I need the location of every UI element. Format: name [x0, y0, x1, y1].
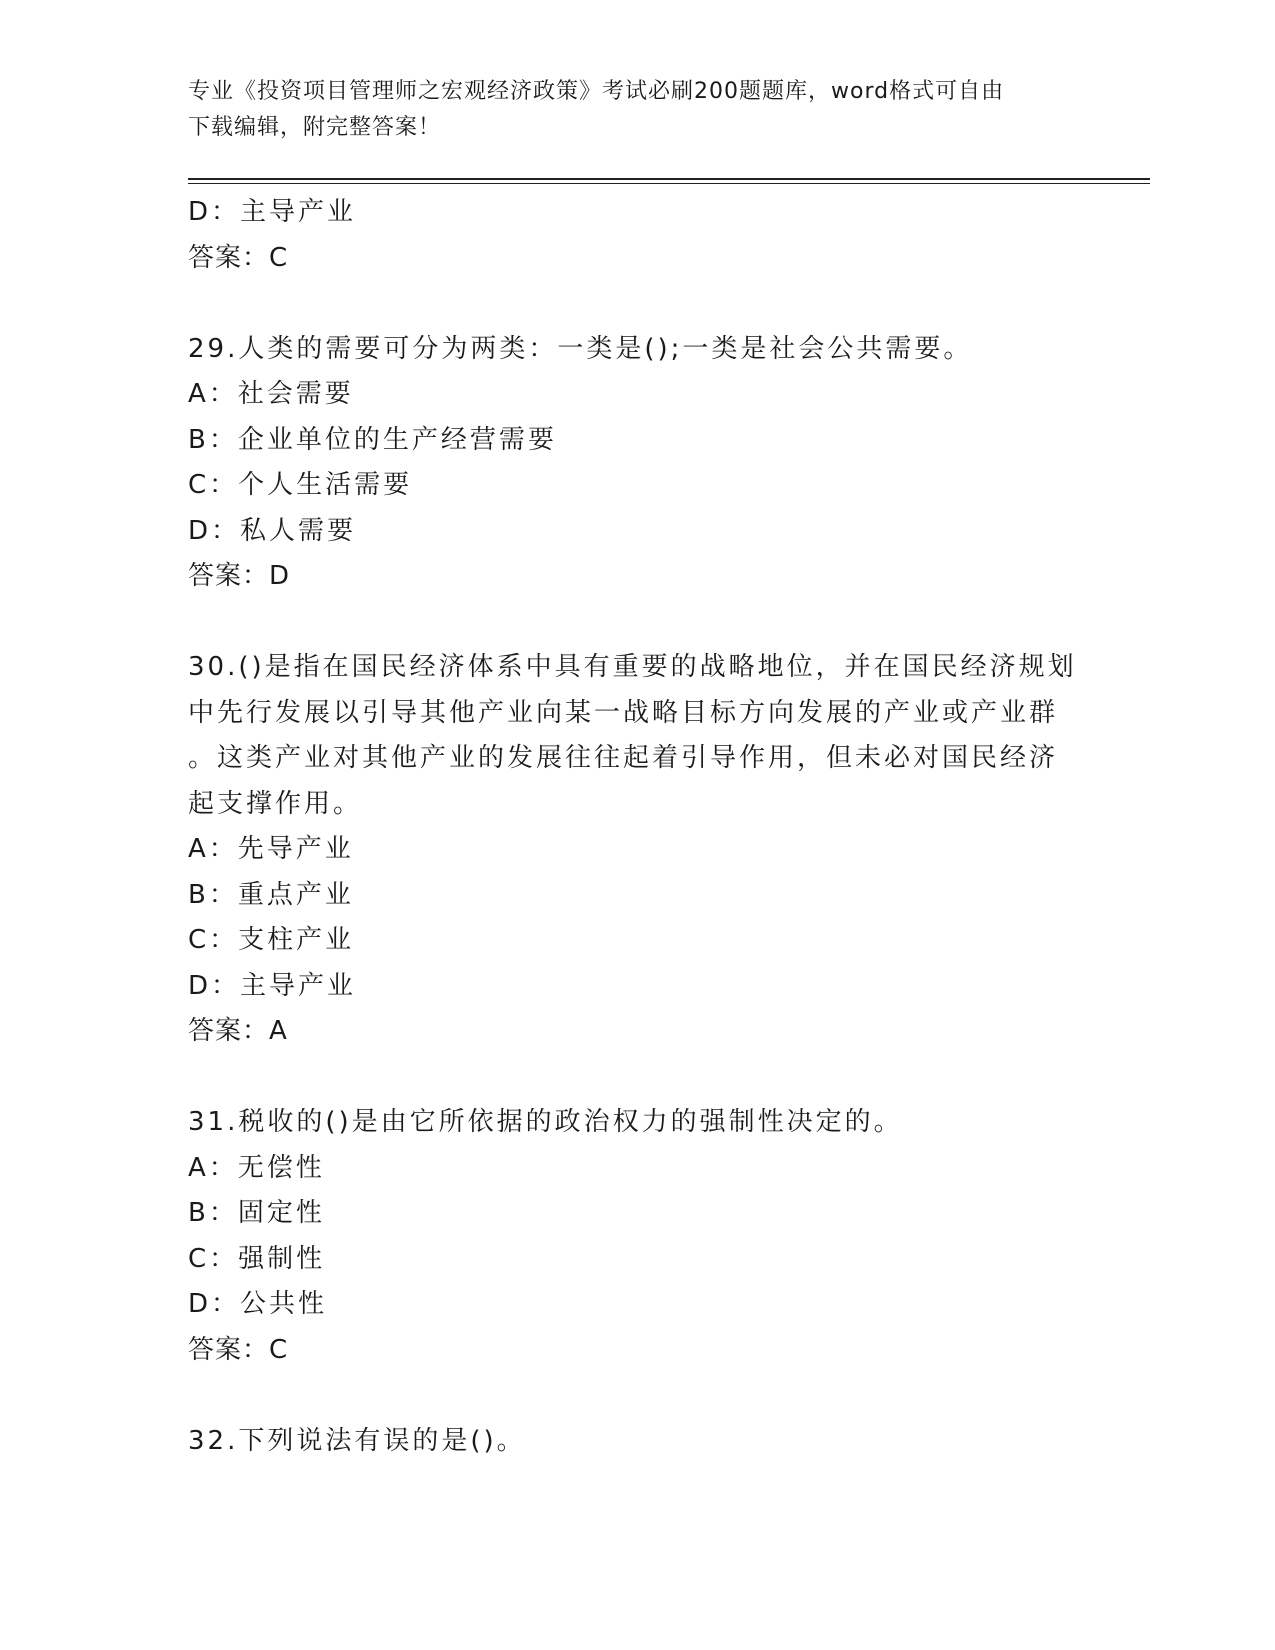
header-divider-thin	[188, 183, 1150, 184]
question-stem-line-2: 中先行发展以引导其他产业向某一战略目标方向发展的产业或产业群	[188, 697, 1059, 728]
option-b: B：固定性	[188, 1198, 325, 1228]
question-content	[188, 190, 1088, 1464]
document-header	[188, 74, 1088, 146]
answer-text: 答案：C	[188, 242, 289, 273]
answer-text: 答案：A	[188, 1016, 288, 1046]
option-d: D：公共性	[188, 1289, 328, 1319]
question-32	[188, 1419, 1088, 1465]
spacer	[188, 281, 1088, 327]
question-stem: 29.人类的需要可分为两类：一类是();一类是社会公共需要。	[188, 333, 973, 364]
previous-question-tail	[188, 190, 1088, 281]
spacer	[188, 1373, 1088, 1419]
spacer	[188, 1055, 1088, 1101]
header-title-line-2: 下载编辑，附完整答案！	[188, 115, 442, 140]
option-c: C：强制性	[188, 1243, 326, 1274]
question-31	[188, 1100, 1088, 1373]
option-a: A：无偿性	[188, 1152, 325, 1183]
option-c: C：支柱产业	[188, 925, 355, 955]
option-d: D：主导产业	[188, 970, 357, 1001]
option-a: A：社会需要	[188, 379, 354, 409]
option-b: B：企业单位的生产经营需要	[188, 424, 557, 455]
question-stem-line-3: 。这类产业对其他产业的发展往往起着引导作用，但未必对国民经济	[188, 743, 1059, 773]
answer-text: 答案：D	[188, 561, 291, 591]
question-stem-line-1: 30.()是指在国民经济体系中具有重要的战略地位，并在国民经济规划	[188, 652, 1077, 682]
header-divider-thick	[188, 178, 1150, 180]
question-29	[188, 327, 1088, 600]
option-a: A：先导产业	[188, 834, 354, 864]
option-d: D：私人需要	[188, 515, 357, 546]
question-stem: 32.下列说法有误的是()。	[188, 1425, 526, 1456]
header-title-line-1: 专业《投资项目管理师之宏观经济政策》考试必刷200题题库，word格式可自由	[188, 79, 1005, 104]
answer-text: 答案：C	[188, 1334, 289, 1365]
question-stem: 31.税收的()是由它所依据的政治权力的强制性决定的。	[188, 1107, 903, 1137]
question-stem-line-4: 起支撑作用。	[188, 788, 363, 819]
option-d: D：主导产业	[188, 197, 357, 227]
option-c: C：个人生活需要	[188, 470, 413, 500]
question-30	[188, 645, 1088, 1055]
spacer	[188, 600, 1088, 646]
option-b: B：重点产业	[188, 879, 354, 910]
